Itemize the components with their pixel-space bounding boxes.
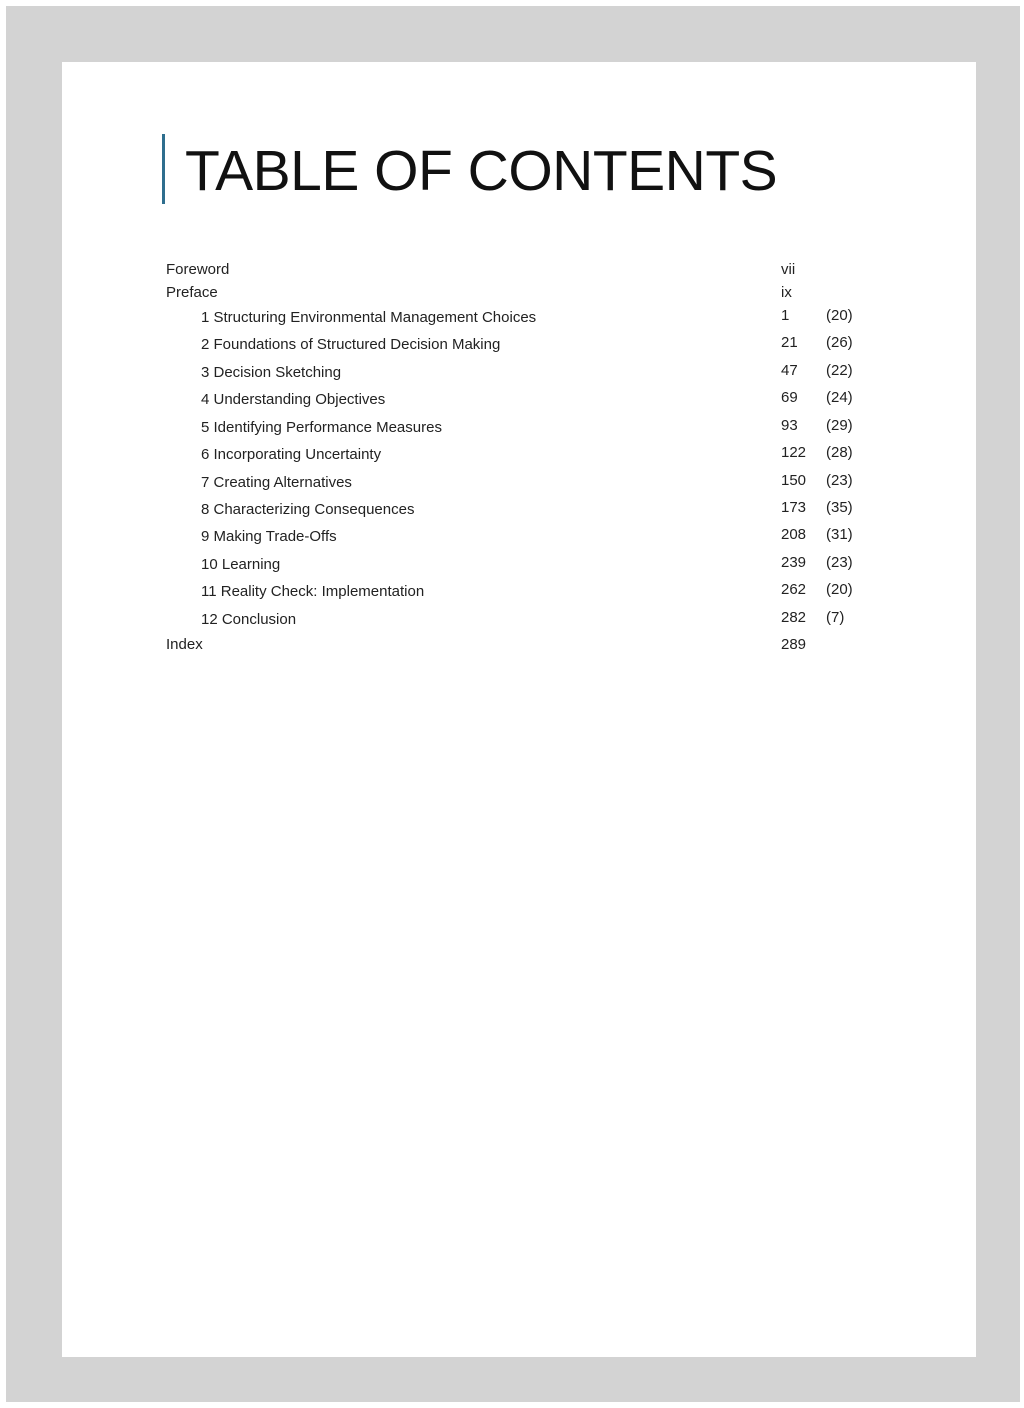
- toc-entry-page-count: (29): [826, 417, 853, 434]
- toc-entry-page-count: (23): [826, 554, 853, 571]
- toc-entry-page-count: (20): [826, 307, 853, 324]
- toc-entry-label: 9 Making Trade-Offs: [201, 528, 337, 545]
- toc-entry-page-count: (23): [826, 472, 853, 489]
- toc-entry-page-count: (7): [826, 609, 845, 626]
- toc-entry-page: 262: [781, 581, 807, 598]
- toc-entry-page-count: (28): [826, 444, 853, 461]
- table-of-contents: [62, 62, 976, 762]
- toc-entry-label: 1 Structuring Environmental Management Choices: [201, 309, 537, 326]
- toc-entry-page: 47: [781, 362, 798, 379]
- toc-entry-label: 8 Characterizing Consequences: [201, 501, 415, 518]
- toc-entry-page: 239: [781, 554, 807, 571]
- toc-entry-chapter-11[interactable]: [62, 581, 976, 603]
- toc-entry-preface[interactable]: [62, 282, 976, 304]
- toc-entry-page-count: (31): [826, 526, 853, 543]
- toc-entry-label: Preface: [166, 284, 218, 301]
- page-title: TABLE OF CONTENTS: [185, 139, 778, 203]
- toc-entry-chapter-1[interactable]: [62, 307, 976, 329]
- toc-entry-label: 5 Identifying Performance Measures: [201, 419, 442, 436]
- toc-entry-page: ix: [781, 284, 792, 301]
- toc-entry-page: vii: [781, 261, 796, 278]
- toc-entry-page: 21: [781, 334, 798, 351]
- toc-entry-page: 208: [781, 526, 807, 543]
- toc-entry-chapter-12[interactable]: [62, 609, 976, 631]
- toc-entry-label: 12 Conclusion: [201, 611, 297, 628]
- toc-entry-chapter-5[interactable]: [62, 417, 976, 439]
- toc-entry-page-count: (26): [826, 334, 853, 351]
- toc-entry-label: 4 Understanding Objectives: [201, 391, 386, 408]
- toc-entry-page-count: (20): [826, 581, 853, 598]
- toc-entry-page: 282: [781, 609, 807, 626]
- document-page: [62, 62, 976, 1357]
- toc-entry-chapter-6[interactable]: [62, 444, 976, 466]
- toc-entry-page: 122: [781, 444, 807, 461]
- toc-entry-chapter-3[interactable]: [62, 362, 976, 384]
- toc-entry-label: 10 Learning: [201, 556, 281, 573]
- toc-entry-page: 69: [781, 389, 798, 406]
- toc-entry-chapter-2[interactable]: [62, 334, 976, 356]
- toc-entry-page: 173: [781, 499, 807, 516]
- toc-entry-page: 150: [781, 472, 807, 489]
- toc-entry-label: 3 Decision Sketching: [201, 364, 342, 381]
- toc-entry-chapter-10[interactable]: [62, 554, 976, 576]
- toc-entry-chapter-7[interactable]: [62, 472, 976, 494]
- toc-entry-page: 1: [781, 307, 790, 324]
- toc-entry-label: 2 Foundations of Structured Decision Making: [201, 336, 501, 353]
- toc-entry-page-count: (22): [826, 362, 853, 379]
- toc-entry-label: 11 Reality Check: Implementation: [201, 583, 425, 600]
- toc-entry-chapter-8[interactable]: [62, 499, 976, 521]
- toc-entry-page: 289: [781, 636, 807, 653]
- toc-entry-chapter-4[interactable]: [62, 389, 976, 411]
- page-border: [6, 6, 1020, 1402]
- toc-entry-label: 6 Incorporating Uncertainty: [201, 446, 382, 463]
- toc-entry-index[interactable]: [62, 634, 976, 656]
- toc-entry-label: Index: [166, 636, 203, 653]
- toc-entry-label: Foreword: [166, 261, 230, 278]
- toc-entry-page-count: (35): [826, 499, 853, 516]
- toc-entry-chapter-9[interactable]: [62, 526, 976, 548]
- toc-entry-page-count: (24): [826, 389, 853, 406]
- toc-entry-foreword[interactable]: [62, 259, 976, 281]
- toc-entry-page: 93: [781, 417, 798, 434]
- toc-entry-label: 7 Creating Alternatives: [201, 474, 352, 491]
